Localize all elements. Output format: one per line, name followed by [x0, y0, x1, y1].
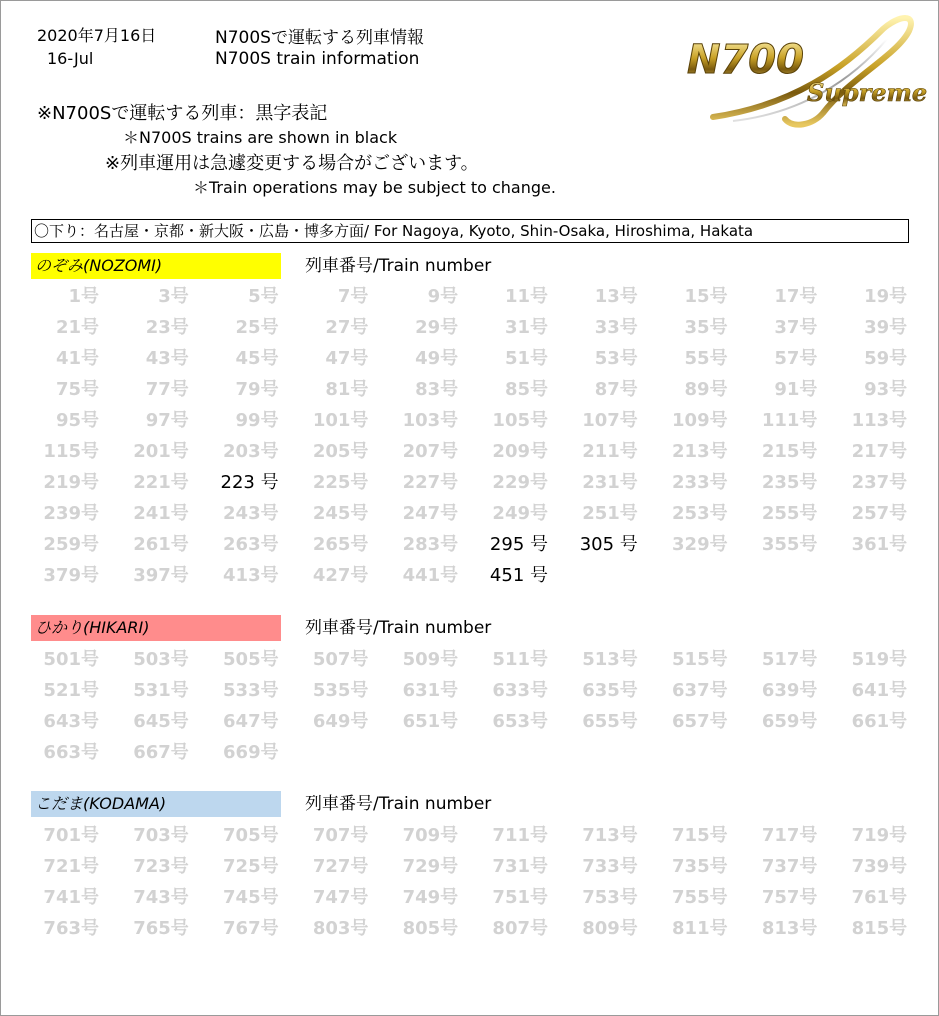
train-number: 765号 — [133, 918, 189, 939]
hikari-train-grid — [31, 648, 911, 772]
train-number: 533号 — [223, 680, 279, 701]
train-number: 749号 — [402, 887, 459, 908]
train-number: 27号 — [325, 317, 369, 338]
nozomi-label: のぞみ(NOZOMI) — [31, 253, 281, 279]
train-number: 639号 — [761, 680, 818, 701]
train-number: 767号 — [223, 918, 279, 939]
train-number: 231号 — [582, 472, 638, 493]
train-number: 265号 — [312, 534, 369, 555]
train-number: 75号 — [55, 379, 99, 400]
date-en: 16-Jul — [47, 49, 94, 68]
train-number: 101号 — [312, 410, 369, 431]
train-number: 105号 — [492, 410, 548, 431]
train-number: 755号 — [672, 887, 728, 908]
nozomi-train-grid — [31, 285, 911, 595]
title-en: N700S train information — [215, 49, 420, 69]
train-number: 731号 — [492, 856, 548, 877]
train-number: 651号 — [402, 711, 459, 732]
train-number: 295 号 — [489, 534, 548, 555]
train-number: 803号 — [312, 918, 369, 939]
train-number: 355号 — [761, 534, 818, 555]
train-number: 21号 — [55, 317, 99, 338]
train-number: 397号 — [133, 565, 189, 586]
train-number: 47号 — [325, 348, 369, 369]
train-number: 741号 — [43, 887, 99, 908]
train-number: 727号 — [312, 856, 369, 877]
train-number: 43号 — [145, 348, 189, 369]
train-number: 7号 — [337, 286, 369, 307]
train-number: 413号 — [223, 565, 279, 586]
train-number: 707号 — [312, 825, 369, 846]
train-number: 501号 — [43, 649, 99, 670]
train-number: 239号 — [43, 503, 99, 524]
train-number: 37号 — [774, 317, 818, 338]
train-number: 513号 — [582, 649, 638, 670]
train-number: 505号 — [223, 649, 279, 670]
train-number: 729号 — [402, 856, 459, 877]
train-number: 91号 — [774, 379, 818, 400]
train-number: 223 号 — [220, 472, 279, 493]
train-number: 235号 — [761, 472, 818, 493]
train-number: 77号 — [145, 379, 189, 400]
train-number: 259号 — [43, 534, 99, 555]
train-number: 17号 — [774, 286, 818, 307]
nozomi-header: 列車番号/Train number — [305, 256, 492, 276]
train-number: 379号 — [43, 565, 99, 586]
train-number: 805号 — [402, 918, 459, 939]
train-number: 515号 — [672, 649, 728, 670]
train-number: 55号 — [684, 348, 728, 369]
train-number: 517号 — [761, 649, 818, 670]
train-number: 79号 — [235, 379, 279, 400]
train-number: 763号 — [43, 918, 99, 939]
train-number: 531号 — [133, 680, 189, 701]
train-number: 53号 — [594, 348, 638, 369]
train-number: 245号 — [312, 503, 369, 524]
train-number: 657号 — [672, 711, 728, 732]
train-number: 23号 — [145, 317, 189, 338]
hikari-label: ひかり(HIKARI) — [31, 615, 281, 641]
train-number: 253号 — [672, 503, 728, 524]
train-number: 535号 — [312, 680, 369, 701]
train-number: 25号 — [235, 317, 279, 338]
train-number: 703号 — [133, 825, 189, 846]
train-number: 807号 — [492, 918, 548, 939]
train-number: 49号 — [415, 348, 459, 369]
train-number: 705号 — [223, 825, 279, 846]
train-number: 701号 — [43, 825, 99, 846]
train-number: 207号 — [402, 441, 459, 462]
train-number: 3号 — [158, 286, 189, 307]
svg-text:Supreme: Supreme — [807, 78, 928, 107]
train-number: 97号 — [145, 410, 189, 431]
train-number: 13号 — [594, 286, 638, 307]
train-number: 263号 — [223, 534, 279, 555]
train-number: 509号 — [402, 649, 459, 670]
train-number: 45号 — [235, 348, 279, 369]
train-number: 713号 — [582, 825, 638, 846]
train-number: 115号 — [43, 441, 99, 462]
train-number: 739号 — [851, 856, 908, 877]
train-number: 229号 — [492, 472, 548, 493]
train-number: 211号 — [582, 441, 638, 462]
train-number: 811号 — [672, 918, 728, 939]
train-number: 93号 — [864, 379, 908, 400]
train-number: 29号 — [415, 317, 459, 338]
train-number: 667号 — [133, 742, 189, 763]
train-number: 261号 — [133, 534, 189, 555]
train-number: 815号 — [851, 918, 908, 939]
train-number: 241号 — [133, 503, 189, 524]
train-number: 451 号 — [489, 565, 548, 586]
train-number: 721号 — [43, 856, 99, 877]
train-number: 19号 — [864, 286, 908, 307]
train-number: 719号 — [851, 825, 908, 846]
train-number: 329号 — [672, 534, 728, 555]
train-number: 205号 — [312, 441, 369, 462]
train-number: 813号 — [761, 918, 818, 939]
kodama-train-grid — [31, 824, 911, 948]
train-number: 59号 — [864, 348, 908, 369]
train-number: 103号 — [402, 410, 459, 431]
train-number: 733号 — [582, 856, 638, 877]
train-number: 761号 — [851, 887, 908, 908]
train-number: 441号 — [402, 565, 459, 586]
train-number: 751号 — [492, 887, 548, 908]
train-number: 201号 — [133, 441, 189, 462]
title-jp: N700Sで運転する列車情報 — [215, 28, 424, 48]
note-change-jp: ※列車運用は急遽変更する場合がございます。 — [105, 153, 479, 174]
train-number: 647号 — [223, 711, 279, 732]
train-number: 643号 — [43, 711, 99, 732]
train-number: 35号 — [684, 317, 728, 338]
train-number: 89号 — [684, 379, 728, 400]
train-number: 57号 — [774, 348, 818, 369]
train-number: 519号 — [851, 649, 908, 670]
train-number: 111号 — [761, 410, 818, 431]
train-number: 725号 — [223, 856, 279, 877]
train-number: 225号 — [312, 472, 369, 493]
train-number: 9号 — [427, 286, 459, 307]
train-number: 219号 — [43, 472, 99, 493]
train-number: 217号 — [851, 441, 908, 462]
train-number: 631号 — [402, 680, 459, 701]
train-number: 669号 — [223, 742, 279, 763]
train-number: 227号 — [402, 472, 459, 493]
train-number: 85号 — [504, 379, 548, 400]
train-number: 51号 — [504, 348, 548, 369]
train-number: 257号 — [851, 503, 908, 524]
train-number: 649号 — [312, 711, 369, 732]
note-black-en: ＊N700S trains are shown in black — [123, 128, 398, 147]
train-number: 247号 — [402, 503, 459, 524]
train-number: 753号 — [582, 887, 638, 908]
train-number: 659号 — [761, 711, 818, 732]
train-number: 109号 — [672, 410, 728, 431]
train-number: 709号 — [402, 825, 459, 846]
train-number: 641号 — [851, 680, 908, 701]
train-number: 743号 — [133, 887, 189, 908]
train-number: 87号 — [594, 379, 638, 400]
date-jp: 2020年7月16日 — [37, 26, 157, 45]
train-number: 203号 — [223, 441, 279, 462]
train-number: 83号 — [415, 379, 459, 400]
train-number: 39号 — [864, 317, 908, 338]
train-number: 113号 — [851, 410, 908, 431]
train-number: 737号 — [761, 856, 818, 877]
train-number: 31号 — [504, 317, 548, 338]
train-number: 711号 — [492, 825, 548, 846]
train-number: 717号 — [761, 825, 818, 846]
train-number: 41号 — [55, 348, 99, 369]
train-number: 645号 — [133, 711, 189, 732]
train-number: 255号 — [761, 503, 818, 524]
train-number: 747号 — [312, 887, 369, 908]
note-black-jp: ※N700Sで運転する列車：黒字表記 — [37, 103, 328, 124]
train-number: 249号 — [492, 503, 548, 524]
train-number: 209号 — [492, 441, 548, 462]
train-number: 283号 — [402, 534, 459, 555]
kodama-header: 列車番号/Train number — [305, 794, 492, 814]
train-number: 663号 — [43, 742, 99, 763]
train-number: 511号 — [492, 649, 548, 670]
train-number: 15号 — [684, 286, 728, 307]
train-number: 715号 — [672, 825, 728, 846]
train-number: 723号 — [133, 856, 189, 877]
train-number: 5号 — [248, 286, 279, 307]
train-number: 233号 — [672, 472, 728, 493]
train-number: 661号 — [851, 711, 908, 732]
train-number: 251号 — [582, 503, 638, 524]
train-number: 215号 — [761, 441, 818, 462]
train-number: 653号 — [492, 711, 548, 732]
hikari-header: 列車番号/Train number — [305, 618, 492, 638]
train-number: 757号 — [761, 887, 818, 908]
n700-supreme-logo — [673, 9, 929, 135]
train-number: 361号 — [851, 534, 908, 555]
train-number: 503号 — [133, 649, 189, 670]
train-number: 11号 — [504, 286, 548, 307]
direction-box: 〇下り：名古屋・京都・新大阪・広島・博多方面/ For Nagoya, Kyoto, Shin-Osaka, Hiroshima, Hakata — [31, 219, 909, 243]
train-number: 745号 — [223, 887, 279, 908]
train-number: 809号 — [582, 918, 638, 939]
train-number: 81号 — [325, 379, 369, 400]
train-number: 237号 — [851, 472, 908, 493]
train-number: 213号 — [672, 441, 728, 462]
train-number: 735号 — [672, 856, 728, 877]
train-number: 221号 — [133, 472, 189, 493]
train-number: 507号 — [312, 649, 369, 670]
note-change-en: ＊Train operations may be subject to change. — [193, 178, 556, 197]
train-number: 635号 — [582, 680, 638, 701]
train-number: 427号 — [312, 565, 369, 586]
train-number: 107号 — [582, 410, 638, 431]
train-number: 655号 — [582, 711, 638, 732]
train-number: 243号 — [223, 503, 279, 524]
train-number: 1号 — [68, 286, 99, 307]
train-number: 95号 — [55, 410, 99, 431]
train-number: 521号 — [43, 680, 99, 701]
train-number: 637号 — [672, 680, 728, 701]
kodama-label: こだま(KODAMA) — [31, 791, 281, 817]
train-number: 33号 — [594, 317, 638, 338]
train-number: 99号 — [235, 410, 279, 431]
train-number: 305 号 — [579, 534, 638, 555]
svg-text:N700: N700 — [687, 37, 804, 83]
train-number: 633号 — [492, 680, 548, 701]
